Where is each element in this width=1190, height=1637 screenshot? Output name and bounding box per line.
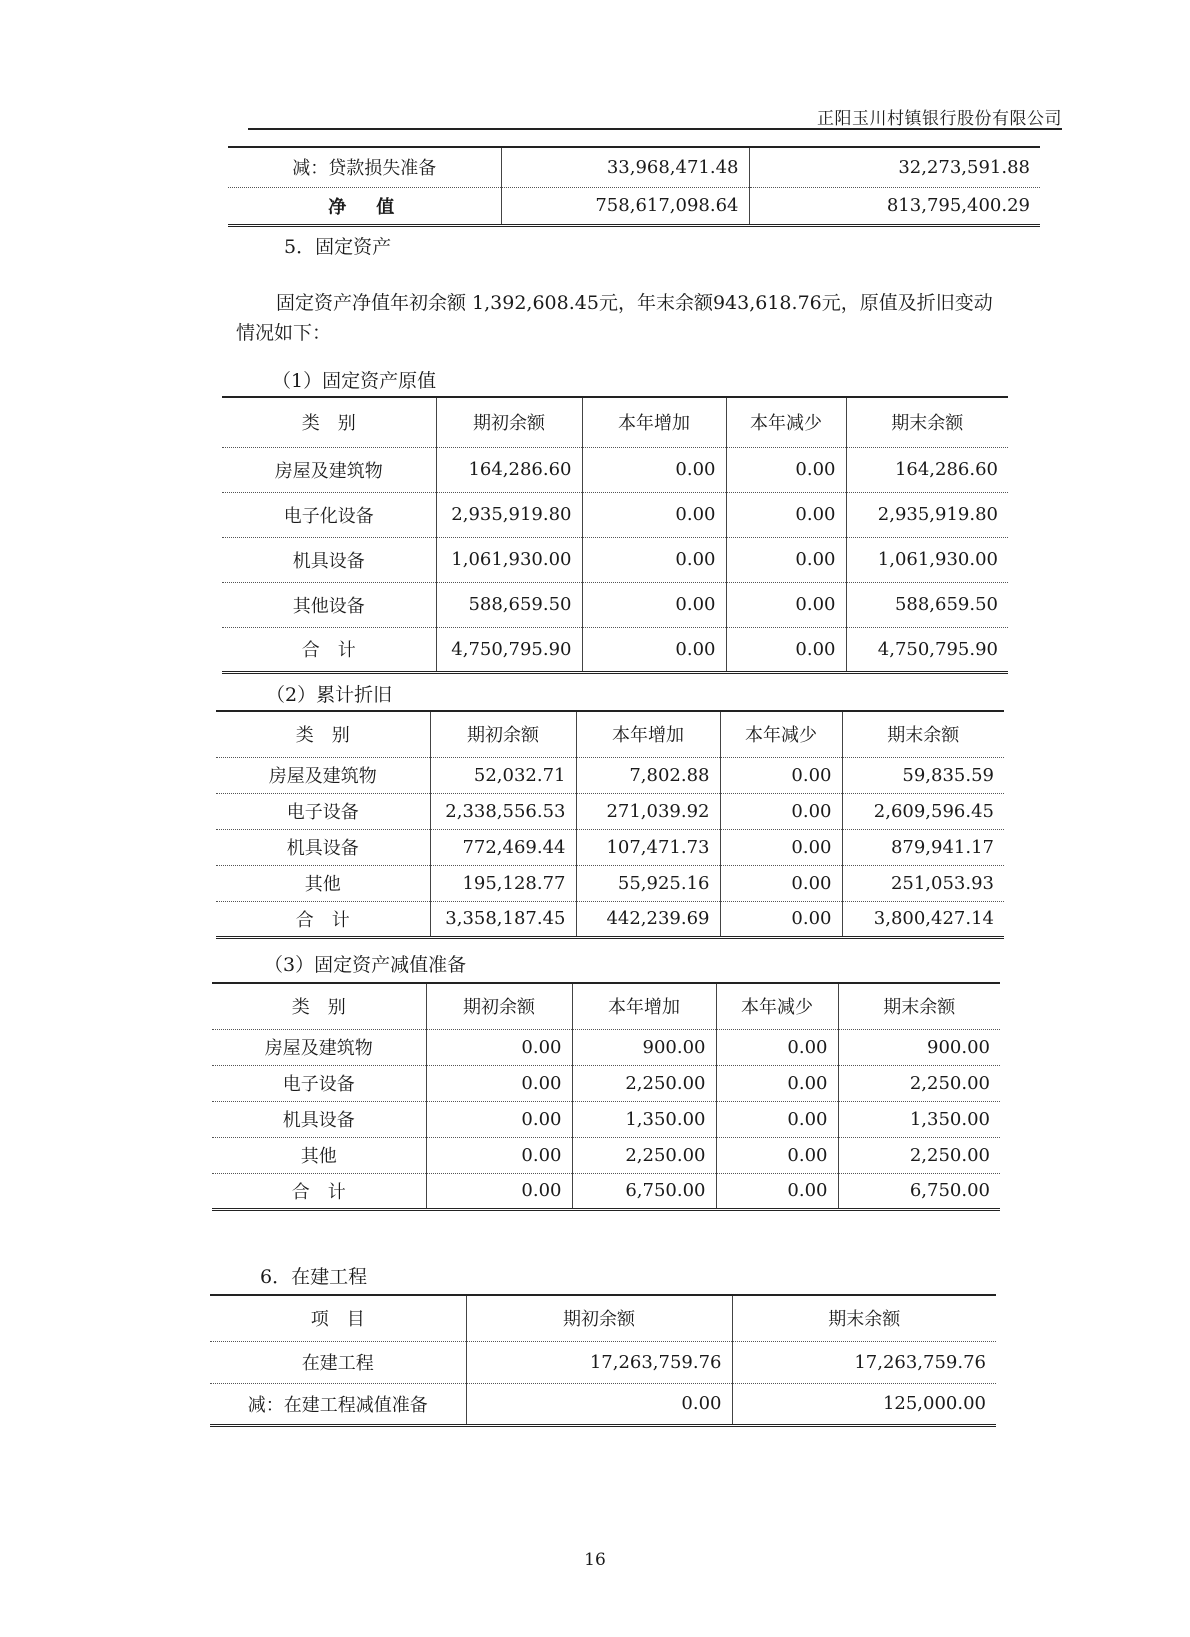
row-end: 251,053.93 (842, 865, 1004, 901)
row-increase: 0.00 (582, 627, 726, 672)
table-row (210, 1383, 996, 1425)
section5-paragraph-line2: 情况如下： (236, 322, 332, 344)
row-end: 900.00 (838, 1029, 1000, 1065)
net-value-begin: 758,617,098.64 (501, 187, 749, 225)
row-increase: 6,750.00 (572, 1173, 716, 1209)
row-increase: 55,925.16 (576, 865, 720, 901)
row-increase: 0.00 (582, 447, 726, 492)
row-end: 1,350.00 (838, 1101, 1000, 1137)
table-depreciation (216, 710, 1004, 939)
row-category: 机具设备 (222, 537, 436, 582)
row-end: 3,800,427.14 (842, 901, 1004, 937)
row-end: 1,061,930.00 (846, 537, 1008, 582)
row-decrease: 0.00 (726, 582, 846, 627)
table-total-row (222, 627, 1008, 672)
table-row (212, 1065, 1000, 1101)
row-begin: 3,358,187.45 (430, 901, 576, 937)
section5-paragraph-line1: 固定资产净值年初余额 1,392,608.45元，年末余额943,618.76元，原值及折旧变动 (276, 292, 993, 314)
col-header-item: 项 目 (210, 1295, 466, 1341)
row-increase: 1,350.00 (572, 1101, 716, 1137)
row-end: 2,609,596.45 (842, 793, 1004, 829)
row-begin: 1,061,930.00 (436, 537, 582, 582)
table-row (210, 1341, 996, 1383)
row-category: 电子设备 (216, 793, 430, 829)
row-decrease: 0.00 (726, 447, 846, 492)
row-end: 4,750,795.90 (846, 627, 1008, 672)
table-row (222, 447, 1008, 492)
row-end: 17,263,759.76 (732, 1341, 996, 1383)
row-end: 164,286.60 (846, 447, 1008, 492)
row-increase: 900.00 (572, 1029, 716, 1065)
row-begin: 0.00 (426, 1029, 572, 1065)
row-category: 房屋及建筑物 (216, 757, 430, 793)
table-row (216, 829, 1004, 865)
col-header-begin: 期初余额 (466, 1295, 732, 1341)
row-decrease: 0.00 (726, 492, 846, 537)
loan-loss-begin: 33,968,471.48 (501, 147, 749, 187)
row-category: 合 计 (216, 901, 430, 937)
row-end: 2,250.00 (838, 1065, 1000, 1101)
row-decrease: 0.00 (720, 829, 842, 865)
table-row (212, 1137, 1000, 1173)
row-decrease: 0.00 (716, 1065, 838, 1101)
row-item: 在建工程 (210, 1341, 466, 1383)
col-header-increase: 本年增加 (582, 397, 726, 447)
row-increase: 107,471.73 (576, 829, 720, 865)
row-category: 机具设备 (212, 1101, 426, 1137)
table-total-row (212, 1173, 1000, 1209)
row-category: 房屋及建筑物 (222, 447, 436, 492)
row-begin: 772,469.44 (430, 829, 576, 865)
col-header-category: 类 别 (222, 397, 436, 447)
row-decrease: 0.00 (720, 757, 842, 793)
row-begin: 588,659.50 (436, 582, 582, 627)
row-begin: 0.00 (426, 1173, 572, 1209)
table-row (212, 1101, 1000, 1137)
subtitle-original-value: （1）固定资产原值 (272, 370, 437, 392)
net-value-end: 813,795,400.29 (749, 187, 1040, 225)
row-category: 其他设备 (222, 582, 436, 627)
row-increase: 0.00 (582, 582, 726, 627)
table-row (216, 793, 1004, 829)
header-rule (248, 128, 1062, 130)
row-begin: 2,338,556.53 (430, 793, 576, 829)
col-header-end: 期末余额 (842, 711, 1004, 757)
table-row (222, 582, 1008, 627)
row-increase: 0.00 (582, 492, 726, 537)
col-header-increase: 本年增加 (576, 711, 720, 757)
row-category: 其他 (212, 1137, 426, 1173)
row-category: 电子设备 (212, 1065, 426, 1101)
row-end: 2,250.00 (838, 1137, 1000, 1173)
table-row (222, 537, 1008, 582)
row-category: 合 计 (222, 627, 436, 672)
row-category: 电子化设备 (222, 492, 436, 537)
col-header-begin: 期初余额 (426, 983, 572, 1029)
table-row (216, 865, 1004, 901)
col-header-begin: 期初余额 (436, 397, 582, 447)
row-decrease: 0.00 (726, 627, 846, 672)
col-header-decrease: 本年减少 (726, 397, 846, 447)
col-header-begin: 期初余额 (430, 711, 576, 757)
row-decrease: 0.00 (716, 1173, 838, 1209)
table-impairment (212, 982, 1000, 1211)
table-row (222, 492, 1008, 537)
row-begin: 52,032.71 (430, 757, 576, 793)
row-decrease: 0.00 (720, 865, 842, 901)
row-increase: 0.00 (582, 537, 726, 582)
row-increase: 2,250.00 (572, 1137, 716, 1173)
col-header-decrease: 本年减少 (720, 711, 842, 757)
row-end: 6,750.00 (838, 1173, 1000, 1209)
row-increase: 271,039.92 (576, 793, 720, 829)
loan-loss-end: 32,273,591.88 (749, 147, 1040, 187)
row-end: 879,941.17 (842, 829, 1004, 865)
col-header-increase: 本年增加 (572, 983, 716, 1029)
row-begin: 195,128.77 (430, 865, 576, 901)
col-header-category: 类 别 (216, 711, 430, 757)
table-original-value (222, 396, 1008, 674)
table-total-row (216, 901, 1004, 937)
row-end: 588,659.50 (846, 582, 1008, 627)
row-category: 合 计 (212, 1173, 426, 1209)
row-end: 2,935,919.80 (846, 492, 1008, 537)
row-decrease: 0.00 (716, 1029, 838, 1065)
loans-tail-table (228, 146, 1040, 227)
header-company: 正阳玉川村镇银行股份有限公司 (817, 109, 1062, 129)
col-header-end: 期末余额 (838, 983, 1000, 1029)
col-header-end: 期末余额 (732, 1295, 996, 1341)
row-decrease: 0.00 (720, 793, 842, 829)
row-decrease: 0.00 (716, 1137, 838, 1173)
page-number: 16 (584, 1550, 606, 1570)
row-begin: 0.00 (426, 1101, 572, 1137)
row-begin: 17,263,759.76 (466, 1341, 732, 1383)
row-begin: 0.00 (426, 1137, 572, 1173)
row-end: 125,000.00 (732, 1383, 996, 1425)
row-decrease: 0.00 (720, 901, 842, 937)
col-header-end: 期末余额 (846, 397, 1008, 447)
subtitle-impairment: （3）固定资产减值准备 (264, 954, 467, 976)
row-begin: 0.00 (466, 1383, 732, 1425)
row-begin: 2,935,919.80 (436, 492, 582, 537)
subtitle-depreciation: （2）累计折旧 (266, 684, 393, 706)
table-construction (210, 1294, 996, 1427)
row-end: 59,835.59 (842, 757, 1004, 793)
table-row (216, 757, 1004, 793)
row-category: 其他 (216, 865, 430, 901)
table-row (212, 1029, 1000, 1065)
section6-title: 6．在建工程 (260, 1266, 368, 1288)
row-begin: 164,286.60 (436, 447, 582, 492)
loan-loss-label: 减：贷款损失准备 (228, 147, 501, 187)
row-increase: 2,250.00 (572, 1065, 716, 1101)
row-begin: 0.00 (426, 1065, 572, 1101)
row-increase: 442,239.69 (576, 901, 720, 937)
row-decrease: 0.00 (726, 537, 846, 582)
row-item: 减：在建工程减值准备 (210, 1383, 466, 1425)
row-increase: 7,802.88 (576, 757, 720, 793)
net-value-label: 净 值 (228, 187, 501, 225)
row-category: 房屋及建筑物 (212, 1029, 426, 1065)
row-category: 机具设备 (216, 829, 430, 865)
section5-title: 5．固定资产 (284, 236, 392, 258)
col-header-decrease: 本年减少 (716, 983, 838, 1029)
row-begin: 4,750,795.90 (436, 627, 582, 672)
row-decrease: 0.00 (716, 1101, 838, 1137)
col-header-category: 类 别 (212, 983, 426, 1029)
